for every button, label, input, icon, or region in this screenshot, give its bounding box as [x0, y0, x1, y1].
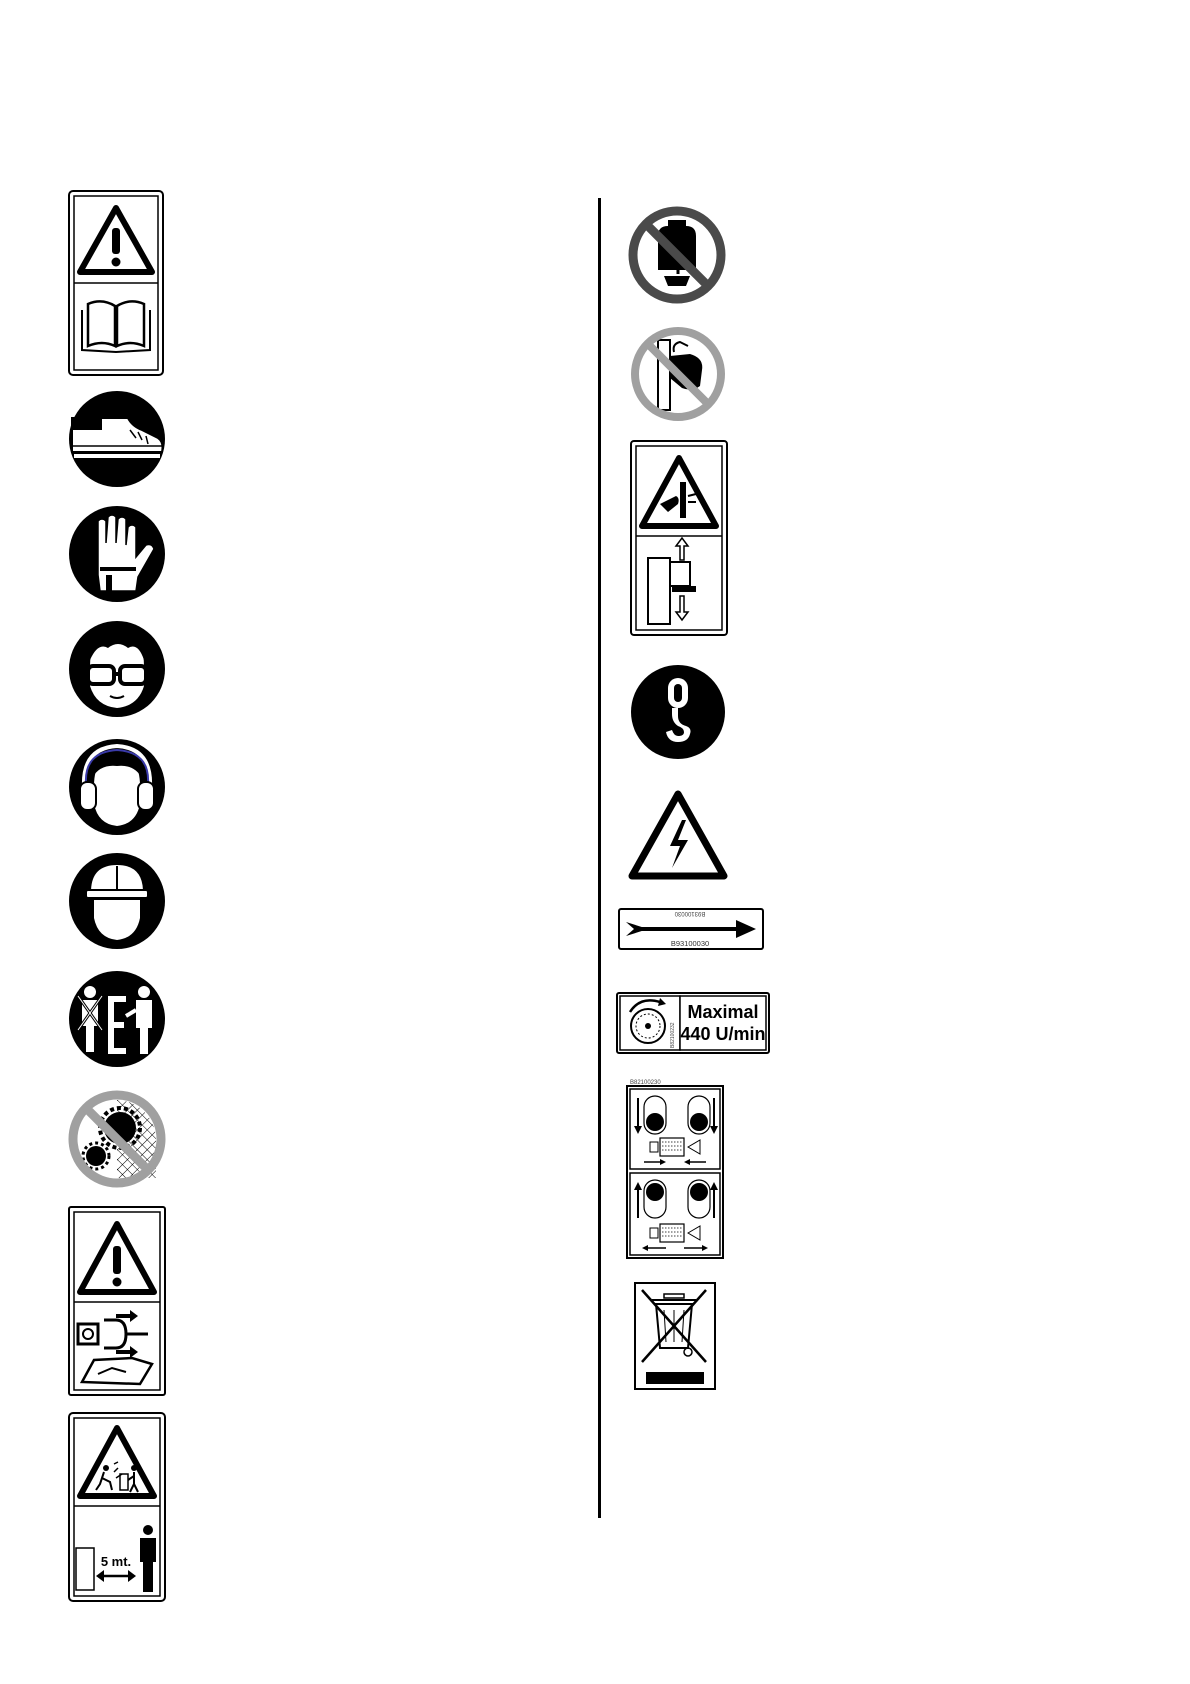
do-not-remove-guards-icon [68, 1090, 166, 1188]
direction-arrow-sticker-icon [618, 908, 764, 950]
max-speed-line2: 440 U/min [680, 1024, 766, 1044]
no-liquids-icon [628, 206, 726, 304]
no-hands-in-splitter-icon [630, 326, 726, 422]
sticker-code-label: B82100230 [630, 1080, 661, 1086]
two-hand-control-sticker-icon [626, 1076, 724, 1260]
keep-distance-icon [68, 1412, 166, 1602]
warning-unplug-before-maintenance-icon [68, 1206, 166, 1396]
weee-disposal-icon [634, 1282, 716, 1390]
lifting-hook-icon [630, 664, 726, 760]
svg-text:B82100232: B82100232 [670, 1022, 676, 1048]
sticker-code-label: B93100030 [670, 939, 710, 948]
max-speed-sticker-icon [616, 992, 770, 1054]
column-divider [598, 198, 601, 1518]
electrical-hazard-icon [628, 790, 728, 880]
safety-helmet-icon [68, 852, 166, 950]
safety-shoes-icon [68, 390, 166, 488]
svg-text:B93100030: B93100030 [674, 910, 706, 916]
crushing-hazard-icon [630, 440, 728, 636]
max-speed-line1: Maximal [687, 1002, 759, 1022]
single-operator-only-icon [68, 970, 166, 1068]
safety-goggles-icon [68, 620, 166, 718]
ear-protection-icon [68, 738, 166, 836]
protective-gloves-icon [68, 505, 166, 603]
distance-label: 5 mt. [100, 1554, 132, 1569]
warning-read-manual-icon [68, 190, 164, 376]
